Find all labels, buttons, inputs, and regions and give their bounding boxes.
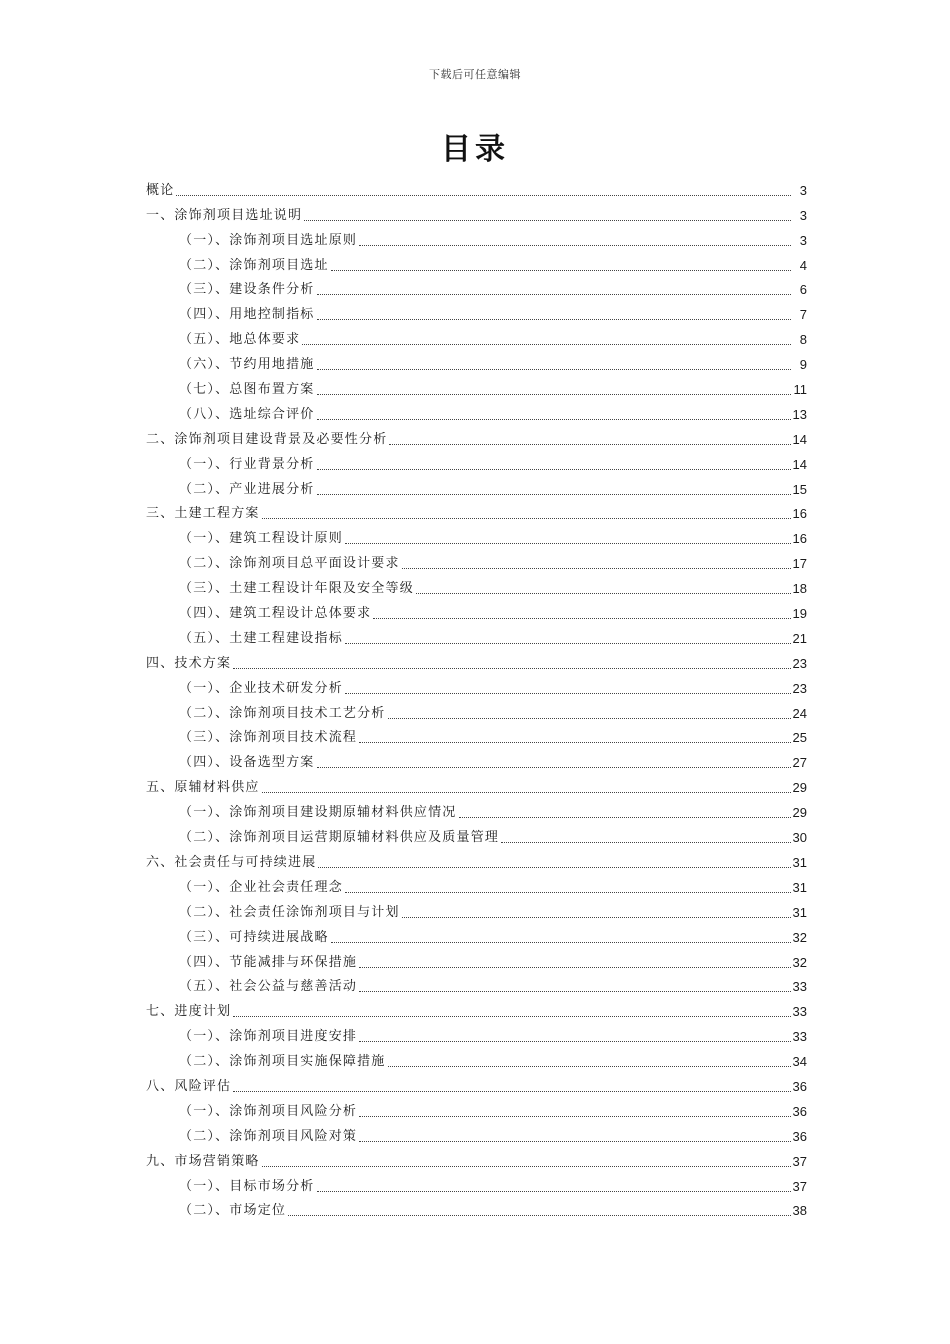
- toc-dot-leader: [373, 618, 790, 619]
- toc-entry[interactable]: [146, 822, 807, 847]
- toc-entry-label: （一）、涂饰剂项目建设期原辅材料供应情况: [179, 805, 457, 821]
- toc-entry-page-number: 3: [799, 182, 807, 198]
- toc-entry-page-number: 34: [792, 1054, 807, 1070]
- toc-dot-leader: [318, 867, 790, 868]
- toc-dot-leader: [304, 220, 791, 221]
- toc-entry[interactable]: [146, 523, 807, 548]
- toc-dot-leader: [345, 543, 791, 544]
- toc-title: 目录: [441, 132, 509, 167]
- toc-entry-page-number: 13: [792, 406, 807, 422]
- toc-entry[interactable]: [146, 299, 807, 324]
- toc-dot-leader: [317, 369, 791, 370]
- toc-dot-leader: [331, 942, 791, 943]
- toc-dot-leader: [317, 1191, 791, 1192]
- toc-dot-leader: [317, 419, 791, 420]
- toc-entry-page-number: 30: [792, 830, 807, 846]
- toc-entry-page-number: 33: [792, 1029, 807, 1045]
- toc-dot-leader: [402, 568, 791, 569]
- toc-entry[interactable]: [146, 698, 807, 723]
- toc-entry-label: （二）、产业进展分析: [179, 481, 315, 497]
- toc-entry-page-number: 9: [799, 357, 807, 373]
- toc-entry[interactable]: [146, 648, 807, 673]
- toc-entry[interactable]: [146, 349, 807, 374]
- toc-dot-leader: [262, 518, 791, 519]
- toc-dot-leader: [317, 319, 791, 320]
- toc-entry-page-number: 23: [792, 680, 807, 696]
- toc-entry[interactable]: [146, 972, 807, 997]
- toc-entry-label: （三）、涂饰剂项目技术流程: [179, 730, 358, 746]
- toc-entry-label: （八）、选址综合评价: [179, 406, 315, 422]
- toc-entry-page-number: 32: [792, 954, 807, 970]
- toc-entry-page-number: 14: [792, 431, 807, 447]
- toc-dot-leader: [233, 668, 790, 669]
- toc-dot-leader: [345, 693, 791, 694]
- toc-entry-page-number: 21: [792, 630, 807, 646]
- toc-dot-leader: [388, 1066, 791, 1067]
- toc-entry[interactable]: [146, 499, 807, 524]
- toc-entry[interactable]: [146, 996, 807, 1021]
- toc-entry-page-number: 32: [792, 929, 807, 945]
- toc-entry[interactable]: [146, 747, 807, 772]
- toc-entry[interactable]: [146, 623, 807, 648]
- toc-entry-page-number: 7: [799, 307, 807, 323]
- toc-entry-page-number: 27: [792, 755, 807, 771]
- toc-dot-leader: [317, 469, 791, 470]
- toc-entry-label: 七、进度计划: [146, 1004, 232, 1020]
- toc-dot-leader: [331, 270, 791, 271]
- toc-dot-leader: [233, 1016, 790, 1017]
- toc-entry[interactable]: [146, 797, 807, 822]
- toc-entry[interactable]: [146, 598, 807, 623]
- toc-entry-label: 四、技术方案: [146, 655, 232, 671]
- toc-entry-label: （四）、建筑工程设计总体要求: [179, 606, 372, 622]
- toc-entry[interactable]: [146, 250, 807, 275]
- toc-entry-page-number: 38: [792, 1203, 807, 1219]
- toc-entry-page-number: 16: [792, 506, 807, 522]
- toc-entry-label: （二）、涂饰剂项目技术工艺分析: [179, 705, 386, 721]
- toc-entry-label: 六、社会责任与可持续进展: [146, 854, 317, 870]
- toc-dot-leader: [288, 1215, 790, 1216]
- toc-dot-leader: [317, 494, 791, 495]
- toc-entry[interactable]: [146, 1021, 807, 1046]
- toc-entry-page-number: 23: [792, 655, 807, 671]
- toc-dot-leader: [359, 967, 790, 968]
- toc-entry-label: （一）、目标市场分析: [179, 1178, 315, 1194]
- toc-entry[interactable]: [146, 324, 807, 349]
- toc-entry-page-number: 4: [799, 257, 807, 273]
- toc-entry-label: （四）、用地控制指标: [179, 307, 315, 323]
- toc-dot-leader: [402, 917, 791, 918]
- toc-dot-leader: [359, 742, 790, 743]
- toc-entry-label: （一）、涂饰剂项目风险分析: [179, 1103, 358, 1119]
- toc-entry-label: （一）、行业背景分析: [179, 456, 315, 472]
- toc-entry-page-number: 24: [792, 705, 807, 721]
- toc-entry[interactable]: [146, 1146, 807, 1171]
- toc-dot-leader: [388, 718, 791, 719]
- toc-entry-page-number: 18: [792, 581, 807, 597]
- toc-dot-leader: [317, 767, 791, 768]
- toc-entry-label: （二）、市场定位: [179, 1203, 287, 1219]
- toc-entry-label: 三、土建工程方案: [146, 506, 260, 522]
- toc-entry[interactable]: [146, 897, 807, 922]
- toc-dot-leader: [176, 195, 791, 196]
- toc-entry[interactable]: [146, 374, 807, 399]
- toc-entry-page-number: 11: [793, 382, 807, 398]
- toc-dot-leader: [317, 294, 791, 295]
- toc-entry-page-number: 29: [792, 805, 807, 821]
- toc-dot-leader: [262, 792, 791, 793]
- toc-entry[interactable]: [146, 548, 807, 573]
- toc-entry-label: （五）、地总体要求: [179, 332, 301, 348]
- toc-entry[interactable]: [146, 474, 807, 499]
- toc-entry-page-number: 3: [799, 232, 807, 248]
- toc-entry-page-number: 36: [792, 1103, 807, 1119]
- toc-entry-page-number: 6: [799, 282, 807, 298]
- toc-entry-label: （六）、节约用地措施: [179, 357, 315, 373]
- toc-entry-label: （二）、涂饰剂项目总平面设计要求: [179, 556, 400, 572]
- toc-entry-label: （一）、建筑工程设计原则: [179, 531, 343, 547]
- toc-entry-label: 一、涂饰剂项目选址说明: [146, 207, 303, 223]
- toc-entry-page-number: 25: [792, 730, 807, 746]
- toc-entry-label: 五、原辅材料供应: [146, 780, 260, 796]
- toc-entry-page-number: 36: [792, 1078, 807, 1094]
- toc-entry[interactable]: [146, 275, 807, 300]
- toc-entry-page-number: 8: [799, 332, 807, 348]
- toc-entry-page-number: 3: [799, 207, 807, 223]
- toc-entry[interactable]: [146, 723, 807, 748]
- toc-entry-page-number: 31: [792, 854, 807, 870]
- toc-entry-label: （一）、企业社会责任理念: [179, 879, 343, 895]
- toc-dot-leader: [262, 1166, 791, 1167]
- toc-dot-leader: [359, 1141, 790, 1142]
- toc-entry-label: （七）、总图布置方案: [179, 382, 315, 398]
- toc-entry-page-number: 14: [792, 456, 807, 472]
- toc-entry[interactable]: [146, 399, 807, 424]
- toc-entry[interactable]: [146, 947, 807, 972]
- toc-dot-leader: [302, 344, 791, 345]
- toc-entry-label: （三）、土建工程设计年限及安全等级: [179, 581, 414, 597]
- toc-entry-label: （二）、涂饰剂项目风险对策: [179, 1128, 358, 1144]
- toc-dot-leader: [459, 817, 791, 818]
- toc-entry-label: 二、涂饰剂项目建设背景及必要性分析: [146, 431, 388, 447]
- toc-entry[interactable]: [146, 573, 807, 598]
- toc-entry[interactable]: [146, 1171, 807, 1196]
- toc-entry[interactable]: [146, 225, 807, 250]
- toc-dot-leader: [359, 1116, 790, 1117]
- toc-entry-page-number: 31: [792, 904, 807, 920]
- toc-entry-label: （二）、涂饰剂项目选址: [179, 257, 329, 273]
- toc-entry-page-number: 31: [792, 879, 807, 895]
- toc-dot-leader: [359, 1041, 790, 1042]
- toc-entry-label: 八、风险评估: [146, 1078, 232, 1094]
- toc-entry-label: 概论: [146, 182, 175, 198]
- toc-entry-page-number: 15: [792, 481, 807, 497]
- toc-entry[interactable]: [146, 200, 807, 225]
- toc-entry-label: （一）、涂饰剂项目选址原则: [179, 232, 358, 248]
- toc-entry[interactable]: [146, 449, 807, 474]
- toc-entry-page-number: 37: [792, 1178, 807, 1194]
- toc-entry-page-number: 33: [792, 1004, 807, 1020]
- toc-entry[interactable]: [146, 1071, 807, 1096]
- toc-dot-leader: [233, 1091, 790, 1092]
- toc-entry[interactable]: [146, 673, 807, 698]
- toc-entry[interactable]: [146, 424, 807, 449]
- toc-entry-page-number: 16: [792, 531, 807, 547]
- toc-dot-leader: [416, 593, 791, 594]
- toc-entry-label: （五）、土建工程建设指标: [179, 630, 343, 646]
- toc-entry-page-number: 29: [792, 780, 807, 796]
- toc-entry[interactable]: [146, 847, 807, 872]
- toc-dot-leader: [389, 444, 790, 445]
- toc-entry-label: （二）、涂饰剂项目实施保障措施: [179, 1054, 386, 1070]
- toc-entry-label: （四）、设备选型方案: [179, 755, 315, 771]
- toc-dot-leader: [317, 394, 791, 395]
- toc-dot-leader: [345, 892, 791, 893]
- toc-entry[interactable]: [146, 1046, 807, 1071]
- toc-entry-page-number: 36: [792, 1128, 807, 1144]
- toc-entry-label: 九、市场营销策略: [146, 1153, 260, 1169]
- toc-dot-leader: [359, 245, 791, 246]
- toc-entry-label: （三）、可持续进展战略: [179, 929, 329, 945]
- toc-dot-leader: [359, 991, 790, 992]
- toc-entry-label: （一）、涂饰剂项目进度安排: [179, 1029, 358, 1045]
- toc-entry[interactable]: [146, 772, 807, 797]
- toc-entry[interactable]: [146, 1096, 807, 1121]
- toc-dot-leader: [501, 842, 790, 843]
- toc-entry-label: （五）、社会公益与慈善活动: [179, 979, 358, 995]
- toc-list: [146, 175, 807, 1220]
- toc-entry-label: （三）、建设条件分析: [179, 282, 315, 298]
- toc-entry-label: （一）、企业技术研发分析: [179, 680, 343, 696]
- toc-entry-label: （二）、涂饰剂项目运营期原辅材料供应及质量管理: [179, 830, 500, 846]
- toc-entry[interactable]: [146, 872, 807, 897]
- toc-entry-label: （四）、节能减排与环保措施: [179, 954, 358, 970]
- page-header: 下载后可任意编辑: [429, 68, 521, 81]
- toc-entry[interactable]: [146, 1121, 807, 1146]
- toc-entry[interactable]: [146, 175, 807, 200]
- toc-entry-page-number: 19: [792, 606, 807, 622]
- toc-dot-leader: [345, 643, 791, 644]
- toc-entry-page-number: 37: [792, 1153, 807, 1169]
- toc-entry[interactable]: [146, 1196, 807, 1221]
- toc-entry[interactable]: [146, 922, 807, 947]
- toc-entry-label: （二）、社会责任涂饰剂项目与计划: [179, 904, 400, 920]
- toc-entry-page-number: 17: [792, 556, 807, 572]
- toc-entry-page-number: 33: [792, 979, 807, 995]
